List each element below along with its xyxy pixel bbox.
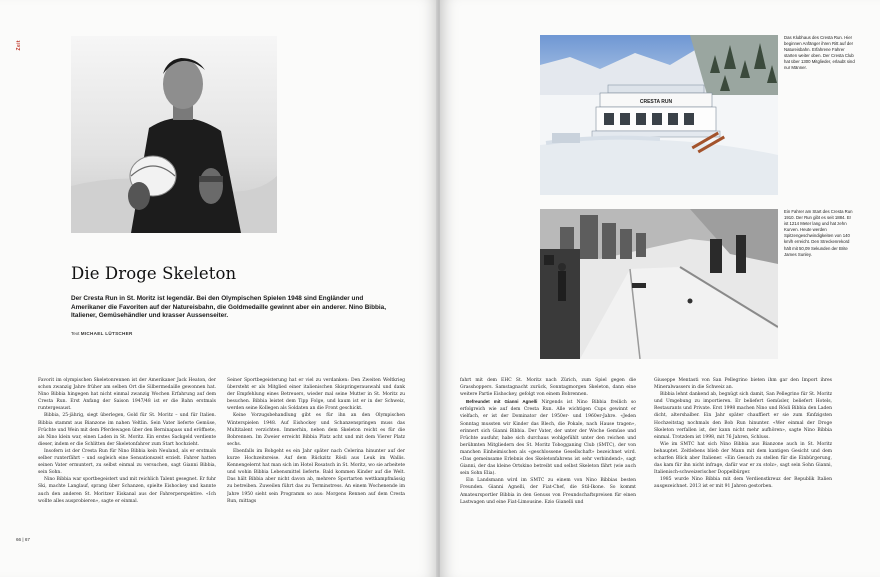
- clubhouse-sign-text: CRESTA RUN: [639, 99, 673, 105]
- byline: [71, 331, 133, 336]
- article-headline: Die Droge Skeleton: [71, 264, 237, 283]
- portrait-illustration: [71, 36, 277, 233]
- paragraph: Seiner Sportbegeisterung hat er viel zu verdanken: Den Zweiten Weltkrieg übersteht er als Mitglied einer italienischen Skispringerauswahl und dank der Empfehlung eines Betreuers, wieder mal seine Mutter in St. Moritz zu besuchen. Bibbia leistet dem Tipp Folge, und kaum ist er in der Schweiz, werden seine Kollegen als Soldaten an die Front geschickt.: [227, 378, 405, 412]
- left-column-2: [227, 377, 405, 533]
- article-lead: Der Cresta Run in St. Moritz ist legendär. Bei den Olympischen Spielen 1948 sind Engländer und Amerikaner die Favoriten auf der Natureisbahn, die Goldmedaille gewinnt aber ein anderer. Nino Bibbia, Italiener, Gemüsehändler und krasser Aussenseiter.: [71, 295, 386, 320]
- clubhouse-illustration: [540, 35, 778, 195]
- paragraph: Nino Bibbia war sportbegeistert und mit reichlich Talent gesegnet. Er fuhr Ski, machte Langlauf, sprang über Schanzen, spielte Eishockey und kannte auch den anderen St. Moritzer Eiskanal aus der Fahrerperspektive. «Ich wollte alles ausprobieren», sagte er einmal.: [38, 477, 216, 504]
- right-column-1: [460, 377, 636, 533]
- section-tag: Zeit: [16, 40, 22, 51]
- right-page: [440, 0, 880, 577]
- historic-run-illustration: [540, 209, 778, 359]
- paragraph: Insofern ist der Cresta Run für Nino Bibbia kein Neuland, als er erstmals selber runterfährt – und sogleich eine Sensationszeit erzielt. Fahrer hatten seinen Vater ermuntert, zu selbst einmal zu versuchen, sagt Gianni Bibbia, sein Sohn.: [38, 448, 216, 476]
- paragraph-with-subhead: Befreundet mit Gianni Agnelli Nirgends ist Nino Bibbia freilich so erfolgreich wie auf dem Cresta Run. Alle wichtigen Cups gewinnt er vielfach, er ist der Dominator der 1950er- und 1960er-Jahre. «Jeden Sonntag mussten wir Kinder das Blech, die Pokale, nach Hause tragen», erinnert sich Gianni Bibbia. Der Vater, der unter der Woche Gemüse und Früchte ausfuhr, habe sich durchaus wohlgefühlt unter den reichen und berühmten Mitgliedern des St. Moritz Tobogganing Club (SMTC), der von manchen Einheimischen als «geschlossene Gesellschaft» bezeichnet wird. «Das gemeinsame Erlebnis des Skeletonfahrens ist sehr verbindend», sagt Gianni, der das kleine Ortskino betreibt und selbst Skeleton fährt (wie auch sein Sohn Elia).: [460, 399, 636, 477]
- byline-author: MICHAEL LÜTSCHER: [80, 331, 133, 336]
- right-column-2: [654, 377, 832, 533]
- caption-historic-run: Ein Fahrer am Start des Cresta Run 1910. Der Run gibt es seit 1884. Er ist 1214 Meter lang und hat zehn Kurven. Heute werden Spitzengeschwindigkeiten von 140 km/h erreicht. Den Streckenrekord hält mit 50,09 Sekunden der Brite James Sunley.: [784, 209, 853, 257]
- paragraph: Giuseppe Mentasti von San Pellegrino bieten ihm gar den Import ihres Mineralwassers in die Schweiz an.: [654, 378, 832, 391]
- paragraph: fahrt mit dem EHC St. Moritz nach Zürich, zum Spiel gegen die Grasshoppers. Samstagnacht zurück, Sonntagmorgen Skeleton, dann eine weitere Partie Eishockey, gefolgt von einem Bobrennen.: [460, 378, 636, 398]
- left-page: [0, 0, 438, 577]
- paragraph: Bibbia, 25-jährig, siegt überlegen, Gold für St. Moritz – und für Italien. Bibbia stammt aus Bianzone im nahen Veltlin. Sein Vater lieferte Gemüse, Früchte und Wein mit dem Pferdewagen über den Berninapass und eröffnete, als Nino klein war, einen Laden in St. Moritz. Ein erstes Sackgeld verdiente dieser, indem er die Schlitten der Skeletonfahrer zum Start hochzieht.: [38, 413, 216, 447]
- byline-prefix: Text: [71, 331, 80, 336]
- page-numbers: 66 | 67: [16, 537, 30, 542]
- paragraph: Keine Vorzugsbehandlung gibt es für ihn an den Olympischen Winterspielen 1948. Auf Eishockey und Schanzenspringen muss das Multitalent verzichten. Immerhin, neben dem Skeleton reicht es für die Bobrennen. Im Zweier erreicht Bibbia Platz acht und mit dem Vierer Platz sechs.: [227, 413, 405, 447]
- clubhouse-photo: [540, 35, 778, 195]
- historic-run-photo: [540, 209, 778, 359]
- left-column-1: [38, 377, 216, 533]
- paragraph: Ein Landsmann wird im SMTC zu einem von Nino Bibbias besten Freunden. Gianni Agnelli, der Fiat-Chef, die Stil-Ikone. So kommt Amateursportler Bibbia in den Genuss von Freundschaftspreisen für einen Lastwagen und eine Fiat-Limousine. Ezio Gianelli und: [460, 478, 636, 505]
- paragraph: Favorit im olympischen Skeletonrennen ist der Amerikaner Jack Heaton, der schon zwanzig Jahre früher am selben Ort die Silbermedaille gewonnen hat. Nino Bibbia hingegen hat nicht einmal zwanzig Wochen Erfahrung auf dem Cresta Run. Erst Anfang der Saison 1947/48 ist er die Bahn erstmals runtergesaust.: [38, 378, 216, 412]
- portrait-photo: [71, 36, 277, 233]
- paragraph: Bibbia lehnt dankend ab, begnügt sich damit, San Pellegrino für St. Moritz und Umgebung zu importieren. Er beliefert Gemüsler, beliefert Hotels, Restaurants und Private. Erst 1998 machen Nino und Rösli Bibbia den Laden dicht, altershalber. Ein Jahr später chauffiert er sie zum fünfzigsten Hochzeitstag nochmals den Bob Run hinunter. «Wer einmal der Droge Skeleton verfallen ist, der kann nicht mehr aufhören», sagte Nino Bibbia einmal. Trotzdem ist 1998, mit 76 Jahren, Schluss.: [654, 392, 832, 440]
- paragraph: Wie im SMTC hat sich Nino Bibbia aus Bianzone auch in St. Moritz behauptet. Zeitlebens blieb der Mann mit dem kantigen Gesicht und dem scharfen Blick aber Italiener. «Ein Gesuch zu stellen für die Einbürgerung, das kam für ihn nicht infrage, dafür war er zu stolz», sagt sein Sohn Gianni, Italienisch-schweizerischer Doppelbürger.: [654, 441, 832, 476]
- paragraph: 1985 wurde Nino Bibbia mit dem Verdienstkreuz der Republik Italien ausgezeichnet. 2013 ist er mit 91 Jahren gestorben.: [654, 477, 832, 490]
- paragraph: Ebenfalls im Bobgeht es ein Jahr später nach Celerina hinunter auf der kurze Hochzeitsreise. Auf dem Rückzitz Rösli aus Leuk im Wallis. Kennengelernt hat man sich im Hotel Rosatsch in St. Moritz, wo sie arbeitete und wohin Bibbia Lebensmittel lieferte. Bald kommen Kinder auf die Welt. Das hält Bibbia aber nicht davon ab, mehrere Sportarten wettkampfmässig zu betreiben. Zuweilen führt das zu Terminstress. An einem Wochenende im Jahre 1950 sieht sein Programm so aus: Morgens Rennen auf dem Cresta Run, mittags: [227, 448, 405, 504]
- caption-clubhouse: Das Klubhaus des Cresta Run. Hier beginnen Anfänger ihren Ritt auf der Natureisbahn. Erfahrene Fahrer starten weiter oben. Der Cresta Club hat über 1300 Mitglieder, erlaubt sind nur Männer.: [784, 35, 855, 71]
